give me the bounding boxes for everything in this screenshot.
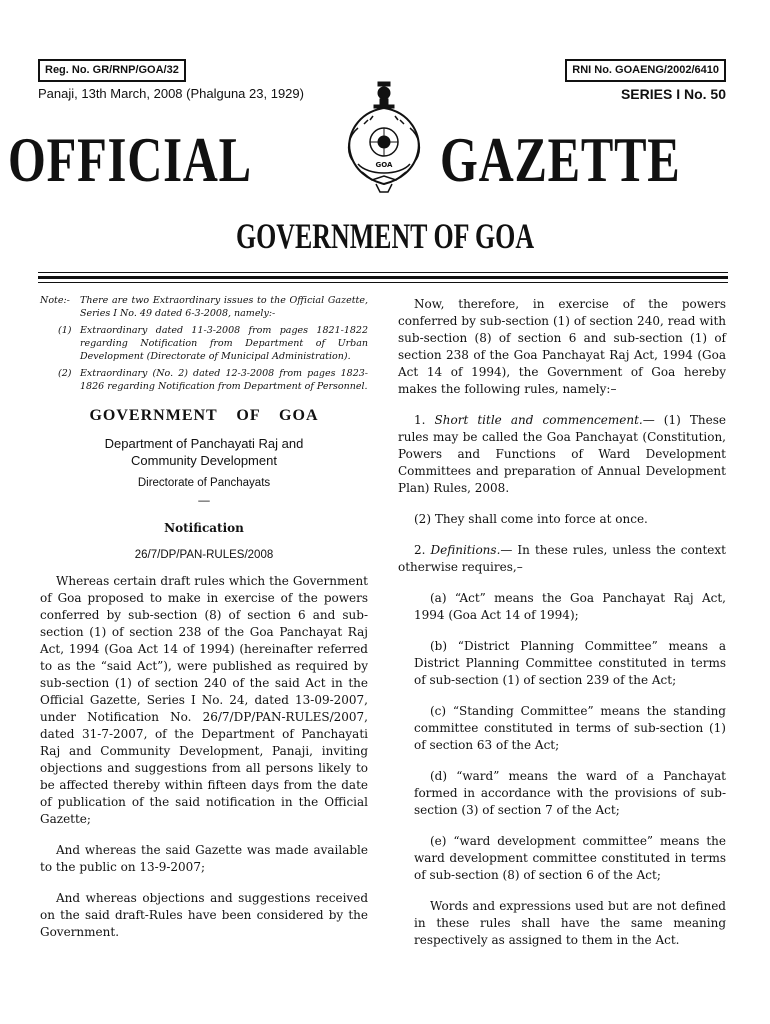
reg-number: Reg. No. GR/RNP/GOA/32	[45, 64, 179, 76]
note-item-number: (2)	[58, 368, 72, 379]
paragraph: Whereas certain draft rules which the Government of Goa proposed to make in exercise of the powers conferred by sub-section (8) of section 6 and sub-section (1) of section 238 of the Goa Panchayat Raj Act, 1994 (Goa Act 14 of 1994) (hereinafter referred to as the “said Act”), were published as required by sub-section (1) of section 240 of the said Act in the Official Gazette, Series I No. 24, dated 13-09-2007, under Notification No. 26/7/DP/PAN-RULES/2007, dated 31-7-2007, of the Department of Panchayati Raj and Community Development, Panaji, inviting objections and suggestions from all persons likely to be affected thereby within fifteen days from the date of publication of the said notification in the Official Gazette;	[40, 574, 368, 826]
note-label: Note:-	[40, 295, 70, 306]
enacting-paragraph: Now, therefore, in exercise of the powers conferred by sub-section (1) of section 240, read with sub-section (8) of section 6 and sub-section (1) of section 238 of the Goa Panchayat Raj Act, 1994 (Goa Act 14 of 1994), the Government of Goa hereby makes the following rules, namely:–	[398, 297, 726, 396]
definition-closing: Words and expressions used but are not defined in these rules shall have the same meaning respectively as assigned to them in the Act.	[414, 899, 726, 947]
masthead-rule-bottom	[38, 282, 728, 283]
government-heading: GOVERNMENT OF GOA	[89, 407, 319, 424]
state-emblem-icon	[328, 80, 440, 195]
rule-2	[398, 542, 726, 576]
reg-number-box	[38, 59, 186, 82]
rule-1-number: 1.	[414, 413, 426, 427]
emblem-text: GOA	[375, 161, 393, 169]
masthead-rule-top	[38, 272, 728, 273]
notification-heading: Notification	[164, 521, 244, 535]
directorate: Directorate of Panchayats	[137, 477, 271, 489]
department-line-1: Department of Panchayati Raj and	[104, 436, 304, 451]
state-emblem	[328, 80, 440, 195]
dateline: Panaji, 13th March, 2008 (Phalguna 23, 1929)	[38, 86, 304, 101]
note-item	[40, 324, 368, 363]
note-intro-text: There are two Extraordinary issues to the Official Gazette, Series I No. 49 dated 6-3-2008, namely:-	[80, 295, 368, 319]
title-official: OFFICIAL	[8, 124, 252, 195]
rni-number-box	[565, 59, 726, 82]
paragraph: And whereas the said Gazette was made available to the public on 13-9-2007;	[40, 843, 368, 874]
left-column	[40, 294, 368, 955]
rule-2-number: 2.	[414, 543, 426, 557]
preamble	[40, 573, 368, 941]
notification-reference: 26/7/DP/PAN-RULES/2008	[134, 549, 274, 561]
definition-item: (b) “District Planning Committee” means a District Planning Committee constituted in terms of sub-section (1) of section 239 of the Act;	[414, 639, 726, 687]
paragraph: And whereas objections and suggestions received on the said draft-Rules have been considered by the Government.	[40, 891, 368, 939]
series-number: SERIES I No. 50	[620, 86, 726, 102]
masthead-rule-middle	[38, 276, 728, 279]
definition-item: (c) “Standing Committee” means the standing committee constituted in terms of sub-section (1) of section 63 of the Act;	[414, 704, 726, 752]
definition-item: (d) “ward” means the ward of a Panchayat formed in accordance with the provisions of sub-section (3) of section 7 of the Act;	[414, 769, 726, 817]
title-gazette: GAZETTE	[440, 124, 681, 195]
right-column	[398, 296, 726, 963]
note-item	[40, 367, 368, 393]
note-item-text: Extraordinary dated 11-3-2008 from pages 1821-1822 regarding Notification from Department of Urban Development (Directorate of Municipal Administration).	[80, 325, 368, 362]
note-intro	[40, 294, 368, 320]
separator-dash: —	[198, 495, 210, 507]
note-block	[40, 294, 368, 393]
masthead-subtitle: GOVERNMENT OF GOA	[235, 216, 535, 256]
note-item-text: Extraordinary (No. 2) dated 12-3-2008 from pages 1823-1826 regarding Notification from Department of Personnel.	[80, 368, 368, 392]
rule-1-heading: Short title and commencement.	[434, 413, 643, 427]
rule-1-subrule-2: (2) They shall come into force at once.	[414, 512, 648, 526]
definition-item: (a) “Act” means the Goa Panchayat Raj Act, 1994 (Goa Act 14 of 1994);	[414, 591, 726, 622]
department-line-2: Community Development	[131, 453, 277, 468]
rni-number: RNI No. GOAENG/2002/6410	[572, 64, 719, 76]
rule-1-text: — (1) These rules may be called the Goa Panchayat (Constitution, Powers and Functions of Ward Development Committees and preparation of Annual Development Plan) Rules, 2008.	[398, 413, 726, 495]
rule-1	[398, 412, 726, 497]
rule-2-heading: Definitions.	[430, 543, 501, 557]
note-item-number: (1)	[58, 325, 72, 336]
definition-item: (e) “ward development committee” means the ward development committee constituted in terms of sub-section (8) of section 6 of the Act;	[414, 834, 726, 882]
rule-2-text: — In these rules, unless the context otherwise requires,–	[398, 543, 726, 574]
